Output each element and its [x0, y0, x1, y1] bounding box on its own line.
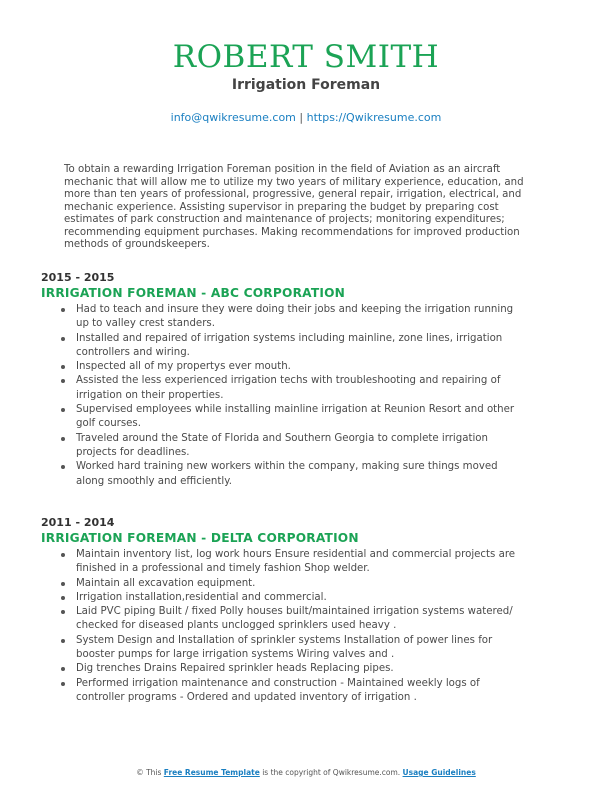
summary-paragraph: To obtain a rewarding Irrigation Foreman position in the field of Aviation as an aircraft mechanic that will allow me to utilize my two years of military experience, education, and more than ten years of professional, progressive, general repair, irrigation, electrical, and mechanic experience. Assisting supervisor in preparing the budget by preparing cost estimates of park construction and maintenance of projects; monitoring expenditures; recommending equipment purchases. Making recommendations for improved production methods of groundskeepers. — [64, 164, 524, 250]
contact-line — [0, 111, 612, 124]
job-bullet: Had to teach and insure they were doing their jobs and keeping the irrigation running up to valley crest standers. — [76, 303, 524, 332]
job-entry — [41, 516, 531, 705]
job-title: IRRIGATION FOREMAN - DELTA CORPORATION — [41, 531, 359, 545]
footer-prefix: © This — [136, 768, 162, 777]
job-bullet: Irrigation installation,residential and commercial. — [76, 591, 524, 605]
job-bullet: System Design and Installation of sprinkler systems Installation of power lines for booster pumps for large irrigation systems Wiring valves and . — [76, 634, 524, 663]
job-bullet-list — [41, 303, 531, 489]
contact-separator: | — [299, 111, 304, 124]
job-bullet-list — [41, 548, 531, 705]
candidate-role: Irrigation Foreman — [231, 77, 381, 93]
footer-copyright-text: is the copyright of Qwikresume.com. — [262, 768, 401, 777]
job-bullet: Assisted the less experienced irrigation techs with troubleshooting and repairing of irrigation on their properties. — [76, 374, 524, 403]
job-bullet: Maintain all excavation equipment. — [76, 577, 524, 591]
job-bullet: Maintain inventory list, log work hours Ensure residential and commercial projects are finished in a professional and timely fashion Shop welder. — [76, 548, 524, 577]
email-link[interactable]: info@qwikresume.com — [170, 111, 296, 124]
job-bullet: Installed and repaired of irrigation systems including mainline, zone lines, irrigation controllers and wiring. — [76, 332, 524, 361]
usage-guidelines-link[interactable]: Usage Guidelines — [402, 768, 476, 777]
job-bullet: Traveled around the State of Florida and Southern Georgia to complete irrigation projects for deadlines. — [76, 432, 524, 461]
job-bullet: Inspected all of my propertys ever mouth. — [76, 360, 524, 374]
website-link[interactable]: https://Qwikresume.com — [306, 111, 442, 124]
job-title: IRRIGATION FOREMAN - ABC CORPORATION — [41, 286, 346, 300]
footer — [0, 768, 612, 777]
job-bullet: Laid PVC piping Built / fixed Polly houses built/maintained irrigation systems watered/ checked for diseased plants unclogged sprinklers used heavy . — [76, 605, 524, 634]
job-dates: 2011 - 2014 — [41, 516, 115, 529]
candidate-name: ROBERT SMITH — [172, 39, 440, 75]
job-bullet: Performed irrigation maintenance and construction - Maintained weekly logs of controller programs - Ordered and updated inventory of irrigation . — [76, 677, 524, 706]
job-bullet: Worked hard training new workers within the company, making sure things moved along smoothly and efficiently. — [76, 460, 524, 489]
job-entry — [41, 271, 531, 489]
job-bullet: Dig trenches Drains Repaired sprinkler heads Replacing pipes. — [76, 662, 524, 676]
job-dates: 2015 - 2015 — [41, 271, 115, 284]
free-resume-template-link[interactable]: Free Resume Template — [163, 768, 260, 777]
job-bullet: Supervised employees while installing mainline irrigation at Reunion Resort and other golf courses. — [76, 403, 524, 432]
